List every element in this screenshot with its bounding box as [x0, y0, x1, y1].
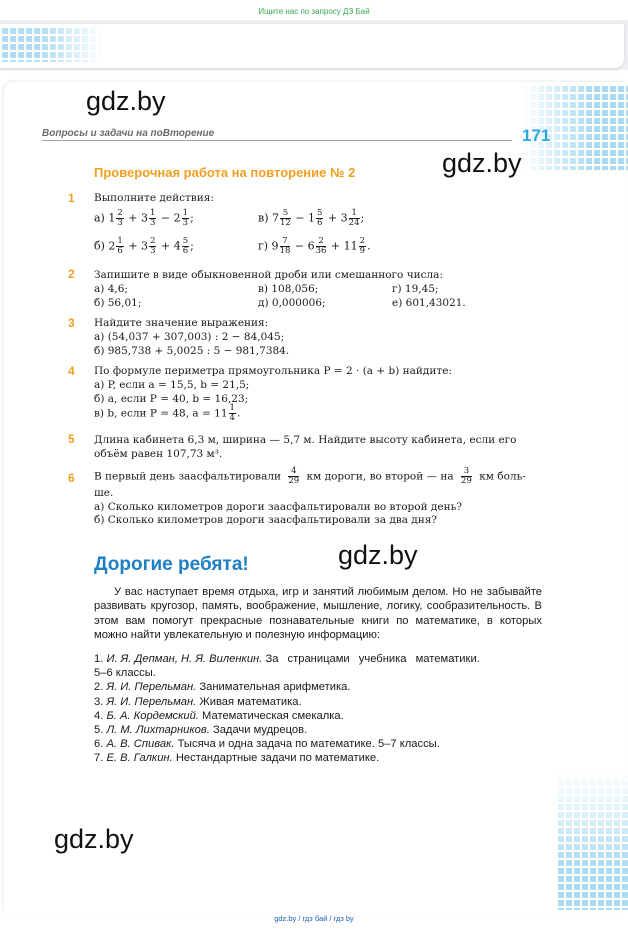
grid-pattern-bottom-right	[556, 770, 628, 910]
task-1-a: а) 1 $\frac{2}{3}$ + 3 $\frac{1}{3}$ − 2 $\frac{1}{3}$ ;	[94, 208, 194, 228]
book-title: За страницами учебника математики.	[265, 653, 480, 665]
task-1-b: б) 2 $\frac{1}{6}$ + 3 $\frac{2}{3}$ + 4 $\frac{5}{6}$ ;	[94, 236, 194, 256]
book-author: Я. И. Перельман.	[106, 695, 197, 708]
book-author: А. В. Спивак.	[106, 738, 175, 751]
task-2-item: а) 4,6;	[94, 283, 128, 295]
grid-pattern-left	[0, 26, 104, 62]
friends-title: Дорогие ребята!	[94, 554, 249, 575]
task-4-b: б) a, если P = 40, b = 16,23;	[94, 393, 249, 405]
task-6-part: км боль-	[479, 470, 526, 483]
task-2-item: е) 601,43021.	[392, 297, 466, 309]
section-title: Проверочная работа на повторение № 2	[94, 165, 356, 180]
list-item-cont: 5–6 классы.	[94, 667, 156, 680]
task-6-b: б) Сколько километров дороги заасфальтировали за два дня?	[94, 514, 438, 526]
label: б)	[94, 239, 105, 253]
task-6-part: км дороги, во второй — на	[306, 470, 454, 483]
book-title: Тысяча и одна задача по математике. 5–7 классы.	[177, 738, 440, 751]
task-number: 5	[68, 432, 75, 446]
task-4-v: в) b, если P = 48, a = 11 $\frac{1}{4}$ .	[94, 403, 241, 423]
task-3-b: б) 985,738 + 5,0025 : 5 − 981,7384.	[94, 345, 290, 357]
list-item: 1. И. Я. Депман, Н. Я. Виленкин. За страницами учебника математики.	[94, 653, 480, 665]
task-4-a: а) P, если a = 15,5, b = 21,5;	[94, 379, 250, 391]
task-number: 6	[68, 471, 75, 485]
friends-paragraph: У вас наступает время отдыха, игр и занятий любимым делом. Но не забывайте развивать кругозор, память, воображение, мышление, логику, сообразительность. В этом вам помогут прекрасные познавательные книги по математике, в которых можно найти увлекательную и полезную информацию:	[94, 586, 542, 642]
list-item: 7. Е. В. Галкин. Нестандартные задачи по математике.	[94, 752, 380, 765]
task-6-part: В первый день заасфальтировали	[94, 470, 282, 483]
task-3-a: а) (54,037 + 307,003) : 2 − 84,045;	[94, 331, 285, 343]
list-item: 6. А. В. Спивак. Тысяча и одна задача по математике. 5–7 классы.	[94, 738, 440, 751]
task-5-line2: объём равен 107,73 м³.	[94, 448, 223, 460]
watermark: gdz.by	[86, 86, 166, 116]
book-title: Занимательная арифметика.	[199, 681, 351, 694]
task-5-line1: Длина кабинета 6,3 м, ширина — 5,7 м. Найдите высоту кабинета, если его	[94, 434, 517, 446]
book-list	[94, 652, 542, 766]
task-number: 2	[68, 267, 75, 281]
task-1-v: в) 7 $\frac{5}{12}$ − 1 $\frac{5}{6}$ + 3 $\frac{1}{24}$ ;	[258, 208, 365, 228]
task-2-text: Запишите в виде обыкновенной дроби или смешанного числа:	[94, 269, 443, 281]
task-4-text: По формуле периметра прямоугольника P = 2 · (a + b) найдите:	[94, 365, 452, 377]
book-author: Л. М. Лихтарников.	[106, 724, 210, 737]
watermark: gdz.by	[338, 540, 418, 570]
task-6-a: а) Сколько километров дороги заасфальтировали во второй день?	[94, 501, 462, 513]
book-title: Нестандартные задачи по математике.	[175, 752, 380, 765]
task-6-line1: В первый день заасфальтировали $\frac{4}{29}$ км дороги, во второй — на $\frac{3}{29}$ км боль-	[94, 466, 526, 486]
task-6-line2: ше.	[94, 487, 114, 499]
watermark: gdz.by	[442, 148, 522, 178]
task-2-item: б) 56,01;	[94, 297, 142, 309]
book-author: Я. И. Перельман.	[106, 681, 197, 694]
task-1-g: г) 9 $\frac{7}{18}$ − 6 $\frac{2}{36}$ + 11 $\frac{2}{9}$ .	[258, 236, 371, 256]
list-item: 5. Л. М. Лихтарников. Задачи мудрецов.	[94, 724, 308, 737]
task-number: 3	[68, 316, 75, 330]
book-author: И. Я. Депман, Н. Я. Виленкин.	[106, 653, 263, 665]
task-3-text: Найдите значение выражения:	[94, 317, 269, 329]
bottom-links[interactable]: gdz.by / гдз бай / гдз by	[274, 914, 354, 923]
page-number: 171	[522, 126, 551, 145]
top-link[interactable]: Ищите нас по запросу ДЗ Бай	[258, 7, 370, 16]
task-4-v-text: в) b, если P = 48, a = 11	[94, 407, 228, 420]
book-title: Живая математика.	[199, 695, 302, 708]
task-1-text: Выполните действия:	[94, 192, 214, 204]
list-item: 2. Я. И. Перельман. Занимательная арифметика.	[94, 681, 351, 694]
task-number: 4	[68, 364, 75, 378]
book-author: Б. А. Кордемский.	[106, 709, 199, 722]
book-title: Задачи мудрецов.	[212, 724, 308, 737]
label: а)	[94, 211, 105, 225]
running-title: Вопросы и задачи на поВторение	[42, 128, 512, 141]
task-number: 1	[68, 191, 75, 205]
list-item: 3. Я. И. Перельман. Живая математика.	[94, 695, 302, 708]
task-2-item: в) 108,056;	[258, 283, 319, 295]
book-author: Е. В. Галкин.	[106, 752, 173, 765]
task-2-item: д) 0,000006;	[258, 297, 326, 309]
label: в)	[258, 211, 269, 225]
list-item: 4. Б. А. Кордемский. Математическая смекалка.	[94, 709, 344, 722]
task-2-item: г) 19,45;	[392, 283, 439, 295]
label: г)	[258, 239, 269, 253]
watermark: gdz.by	[54, 824, 134, 854]
book-title: Математическая смекалка.	[202, 709, 344, 722]
